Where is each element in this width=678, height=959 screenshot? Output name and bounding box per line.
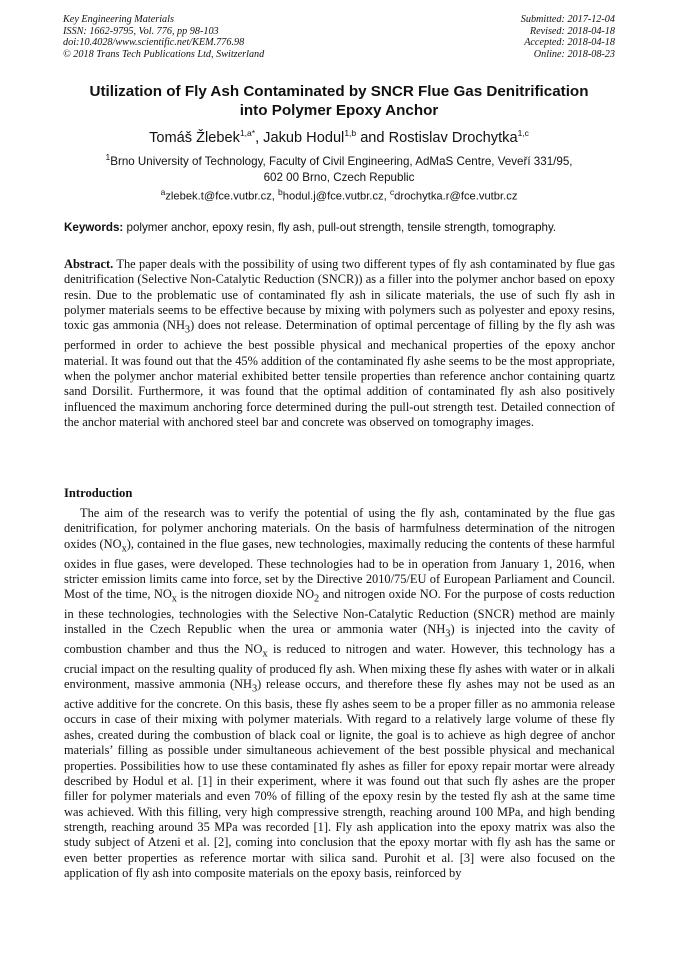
title-line-2: into Polymer Epoxy Anchor <box>239 102 439 119</box>
body-text: The aim of the research was to verify the potential of using the fly ash, contaminated by the flue gas denitrification, for polymer anchoring materials. On the basis of harmfulness determination of the nitrogen oxides (NO <box>64 506 615 551</box>
subscript: x <box>262 648 268 660</box>
abstract-text: The paper deals with the possibility of using two different types of fly ash contaminated by flue gas denitrification (Selective Non-Catalytic Reduction (SNCR)) as a filler into the polymer anchor based on epoxy resin. Due to the problematic use of contaminated fly ash in silicate materials, the use of such fly ash in polymer materials seems to be effective because by mixing with polymers such as polyester and epoxy resins, toxic gas ammonia (NH <box>64 257 615 333</box>
issn-line: ISSN: 1662-9795, Vol. 776, pp 98-103 <box>63 25 219 37</box>
doi-line: doi:10.4028/www.scientific.net/KEM.776.98 <box>63 37 245 49</box>
author-name: Tomáš Žlebek <box>149 129 240 146</box>
email-address: hodul.j@fce.vutbr.cz, <box>282 190 390 203</box>
body-text: ), contained in the flue gases, new technologies, maximally reducing the contents of these harmful oxides in flue gases, were developed. These technologies had to be in operation from January 1, 2016, when stricter emission limits came into force, set by the Directive 2010/75/EU of European Parliament and Council. Most of the time, NO <box>64 536 615 602</box>
author-superscript: 1,a* <box>239 128 256 138</box>
keywords-label: Keywords: <box>64 221 124 234</box>
title-line-1: Utilization of Fly Ash Contaminated by SNCR Flue Gas Denitrification <box>89 83 589 100</box>
subscript: x <box>121 543 127 555</box>
email-superscript: c <box>389 187 395 197</box>
affiliation-text: Brno University of Technology, Faculty of Civil Engineering, AdMaS Centre, Veveří 331/95, <box>110 154 573 168</box>
online-date: Online: 2018-08-23 <box>533 48 615 60</box>
keywords-section <box>64 220 616 235</box>
author-name: Rostislav Drochytka <box>388 129 518 146</box>
body-text: is reduced to nitrogen and water. However, this technology has a crucial impact on the resulting quality of produced fly ash. When mixing these fly ashes with water or in alkali environment, massive ammonia (NH <box>64 642 615 692</box>
email-superscript: a <box>160 187 166 197</box>
journal-header-right <box>521 14 615 60</box>
affiliation <box>60 149 618 186</box>
subscript: 3 <box>184 324 191 336</box>
email-address: zlebek.t@fce.vutbr.cz, <box>165 190 279 203</box>
accepted-date: Accepted: 2018-04-18 <box>524 37 615 49</box>
abstract-label: Abstract. <box>64 257 114 271</box>
affiliation-line-1 <box>60 149 618 170</box>
author-superscript: 1,c <box>517 128 529 138</box>
author-emails <box>40 185 638 204</box>
affiliation-superscript: 1 <box>105 152 111 162</box>
revised-date: Revised: 2018-04-18 <box>529 25 615 37</box>
body-text: ) is injected into the cavity of combustion chamber and thus the NO <box>64 622 615 657</box>
abstract-paragraph <box>64 257 615 430</box>
body-text: ) release occurs, and therefore these fly ashes may not be used as an active additive for the concrete. On this basis, these fly ashes seem to be a proper filler as no ammonia release occurs in case of their mixing with polymer materials. With regard to a relatively large volume of these fly ashes, created during the combustion of black coal or lignite, the goal is to achieve as high degree of anchor materials’ filling as possible under simultaneous achievement of the best possible physical and mechanical properties. Possibilities how to use these contaminated fly ashes as filler for epoxy repair mortar were already described by Hodul et al. [1] in their experiment, where it was found out that such fly ashes are the proper filler for polymer materials and even 70% of filling of the epoxy resin by the tested fly ash at the same time was achieved. With this filling, very high compressive strength, reaching around 100 MPa, and high bending strength, reaching around 35 MPa was recorded [1]. Fly ash application into the epoxy matrix was also the study subject of Atzeni et al. [2], coming into conclusion that the epoxy mortar with fly ash has the same or even better properties as reference mortar with silica sand. Purohit et al. [3] were also focused on the application of fly ash into composite materials on the epoxy basis, reinforced by <box>64 677 615 880</box>
author-separator: , <box>255 129 264 146</box>
subscript: 2 <box>314 593 320 605</box>
paper-title <box>40 82 638 120</box>
author-separator: and <box>356 129 389 146</box>
affiliation-line-2: 602 00 Brno, Czech Republic <box>263 170 415 184</box>
subscript: x <box>171 593 177 605</box>
introduction-paragraph <box>64 506 615 881</box>
abstract-text: ) does not release. Determination of optimal percentage of filling by the fly ash was performed in order to achieve the best possible physical and mechanical properties of the epoxy anchor material. It was found out that the 45% addition of the contaminated fly ashe seems to be the most appropriate, when the polymer anchor material exhibited better tensile properties than reference anchor containing quartz sand Dorsilit. Furthermore, it was found that the optimal addition of contaminated fly ash also positively influenced the maximum anchoring force determined during the pull-out strength test. Detailed connection of the anchor material with anchored steel bar and concrete was observed on tomography images. <box>64 318 615 429</box>
body-text: and nitrogen oxide NO. For the purpose of costs reduction in these technologies, technologies with the Selective Non-Catalytic Reduction (SNCR) method are mainly installed in the Czech Republic when the urea or ammonia water (NH <box>64 587 615 637</box>
author-name: Jakub Hodul <box>263 129 345 146</box>
copyright-line: © 2018 Trans Tech Publications Ltd, Switzerland <box>63 48 265 60</box>
keywords-text: polymer anchor, epoxy resin, fly ash, pull-out strength, tensile strength, tomography. <box>123 221 557 234</box>
subscript: 3 <box>445 628 451 640</box>
author-superscript: 1,b <box>344 128 357 138</box>
author-list <box>20 124 658 147</box>
subscript: 3 <box>252 683 258 695</box>
section-heading-introduction: Introduction <box>64 486 133 500</box>
submitted-date: Submitted: 2017-12-04 <box>520 14 615 25</box>
body-text: is the nitrogen dioxide NO <box>176 587 315 602</box>
email-superscript: b <box>278 187 283 197</box>
email-address: drochytka.r@fce.vutbr.cz <box>394 190 518 203</box>
journal-header-left <box>63 14 264 60</box>
journal-name: Key Engineering Materials <box>63 14 174 25</box>
